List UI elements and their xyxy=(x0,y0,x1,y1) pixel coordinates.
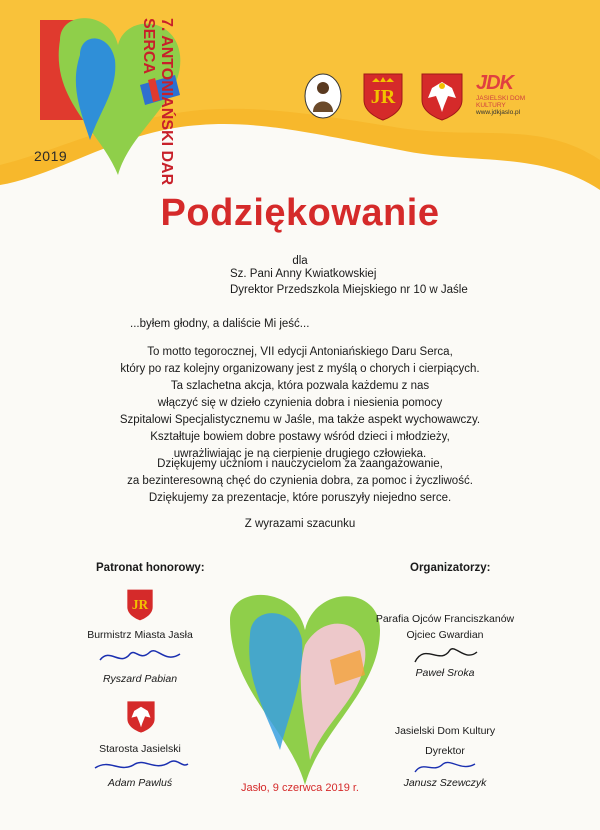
saint-anthony-logo-icon xyxy=(303,72,343,120)
paragraph-line: Dziękujemy uczniom i nauczycielom za zaangażowanie, xyxy=(157,458,443,470)
organizer-name: Paweł Sroka xyxy=(415,667,475,679)
paragraph-line: Kształtuje bowiem dobre postawy wśród dzieci i młodzieży, xyxy=(150,431,450,443)
paragraph-line: Ta szlachetna akcja, która pozwala każdemu z nas xyxy=(170,380,430,392)
paragraph-line: To motto tegorocznej, VII edycji Antoniańskiego Daru Serca, xyxy=(147,346,453,358)
closing: Z wyrazami szacunku xyxy=(244,518,356,530)
logo-title: 7. ANTONIAŃSKI DAR SERCA xyxy=(140,18,175,186)
recipient-position: Dyrektor Przedszkola Miejskiego nr 10 w Jaśle xyxy=(230,284,468,296)
patron-role: Burmistrz Miasta Jasła xyxy=(87,629,193,641)
patrons-heading: Patronat honorowy: xyxy=(96,562,205,574)
jdk-url: www.jdkjaslo.pl xyxy=(476,109,521,116)
jaslo-coat-of-arms-icon xyxy=(126,588,154,622)
county-coat-of-arms-icon xyxy=(126,700,156,734)
organizer-name: Janusz Szewczyk xyxy=(403,777,487,789)
jdk-logo-mark: JDK xyxy=(476,72,514,94)
jdk-name: JASIELSKI DOM KULTURY xyxy=(476,95,526,109)
dla-label: dla xyxy=(292,255,308,267)
signature-icon xyxy=(95,642,185,668)
paragraph-1 xyxy=(0,344,600,463)
signature-icon xyxy=(405,758,485,776)
paragraph-line: który po raz kolejny organizowany jest z myślą o chorych i cierpiących. xyxy=(120,363,480,375)
patron-name: Ryszard Pabian xyxy=(102,673,178,685)
organizer-org: Jasielski Dom Kultury xyxy=(394,725,496,737)
paragraph-line: Szpitalowi Specjalistycznemu w Jaśle, ma także aspekt wychowawczy. xyxy=(119,414,481,426)
patron-role: Starosta Jasielski xyxy=(99,743,181,755)
organizers-heading: Organizatorzy: xyxy=(410,562,491,574)
patron-1 xyxy=(70,628,210,686)
organizer-role: Ojciec Gwardian xyxy=(406,629,484,641)
signature-icon xyxy=(90,756,190,776)
organizer-1 xyxy=(360,612,530,680)
organizer-org: Parafia Ojców Franciszkanów xyxy=(375,613,515,625)
signature-icon xyxy=(405,642,485,668)
footer-date: Jasło, 9 czerwca 2019 r. xyxy=(240,782,359,794)
organizer-role: Dyrektor xyxy=(425,745,465,757)
patron-name: Adam Pawluś xyxy=(107,777,173,789)
recipient xyxy=(230,266,468,298)
recipient-name: Sz. Pani Anny Kwiatkowskiej xyxy=(230,268,377,280)
paragraph-line: uwrażliwiając je na cierpienie drugiego człowieka. xyxy=(173,448,427,460)
svg-text:JR: JR xyxy=(131,597,149,612)
county-coat-of-arms-icon xyxy=(420,72,464,122)
jaslo-coat-of-arms-icon xyxy=(362,72,404,122)
svg-text:JR: JR xyxy=(370,86,396,108)
paragraph-line: Dziękujemy za prezentacje, które poruszyły niejedno serce. xyxy=(148,492,452,504)
paragraph-line: za bezinteresowną chęć do czynienia dobra, za pomoc i życzliwość. xyxy=(127,475,473,487)
organizer-2 xyxy=(360,724,530,790)
paragraph-line: włączyć się w dzieło czynienia dobra i niesienia pomocy xyxy=(157,397,443,409)
page-title: Podziękowanie xyxy=(160,192,440,234)
motto: ...byłem głodny, a daliście Mi jeść... xyxy=(130,318,310,330)
jdk-logo xyxy=(476,72,546,116)
paragraph-2 xyxy=(0,456,600,507)
logo-year: 2019 xyxy=(34,148,68,164)
